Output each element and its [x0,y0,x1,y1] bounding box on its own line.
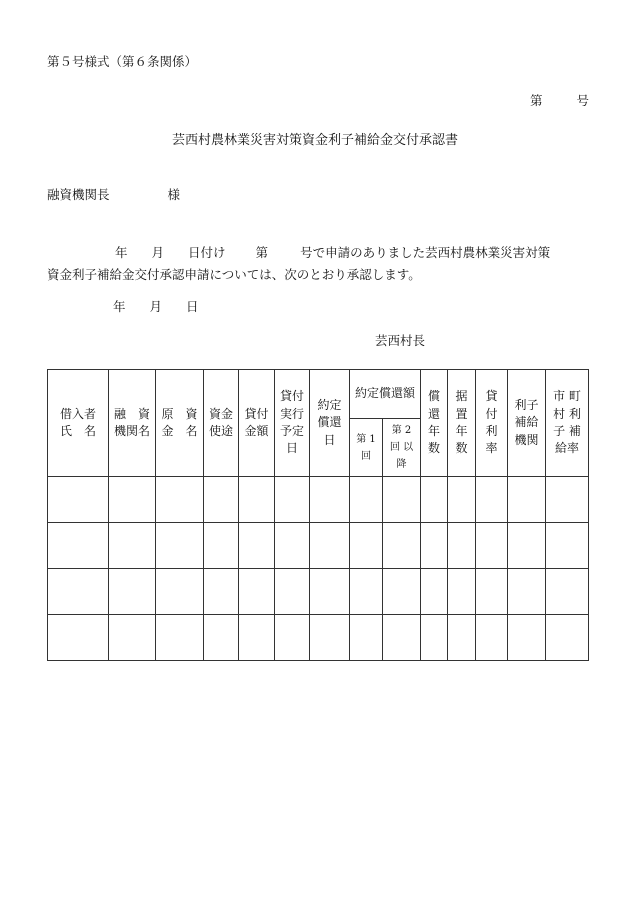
table-cell[interactable] [48,615,109,661]
table-cell[interactable] [508,523,546,569]
table-cell[interactable] [421,615,448,661]
table-cell[interactable] [204,569,239,615]
table-cell[interactable] [448,477,476,523]
table-cell[interactable] [156,615,204,661]
body-text [47,242,592,286]
header-loan-rate: 貸 付 利 率 [476,370,508,477]
form-number: 第５号様式（第６条関係） [47,54,198,69]
table-cell[interactable] [383,569,421,615]
table-cell[interactable] [421,569,448,615]
table-cell[interactable] [476,477,508,523]
table-cell[interactable] [239,615,275,661]
table-cell[interactable] [239,569,275,615]
table-cell[interactable] [383,523,421,569]
table-cell[interactable] [508,477,546,523]
header-second-installment: 第 2 回 以 降 [383,419,421,477]
table-cell[interactable] [204,477,239,523]
table-cell[interactable] [350,477,383,523]
table-row [48,569,589,615]
document-title: 芸西村農林業災害対策資金利子補給金交付承認書 [171,133,458,148]
table-cell[interactable] [476,523,508,569]
table-cell[interactable] [239,523,275,569]
header-fund-source: 原 資 金 名 [156,370,204,477]
table-cell[interactable] [546,477,589,523]
approval-year: 年 [113,299,126,314]
table-cell[interactable] [448,523,476,569]
table-cell[interactable] [275,615,310,661]
table-cell[interactable] [310,615,350,661]
table-cell[interactable] [310,569,350,615]
header-loan-amount: 貸付 金額 [239,370,275,477]
table-cell[interactable] [476,569,508,615]
table-cell[interactable] [350,569,383,615]
table-row [48,615,589,661]
body-no-prefix: 第 [255,245,269,260]
table-cell[interactable] [109,477,156,523]
approval-date [113,301,199,314]
table-cell[interactable] [275,523,310,569]
table-cell[interactable] [350,615,383,661]
header-lender: 融 資 機関名 [109,370,156,477]
table-cell[interactable] [239,477,275,523]
body-month: 月 [151,245,165,260]
table-cell[interactable] [275,569,310,615]
body-line-2: 資金利子補給金交付承認申請については、次のとおり承認します。 [47,267,421,282]
header-grace-years: 据 置 年 数 [448,370,476,477]
table-cell[interactable] [448,569,476,615]
table-cell[interactable] [383,615,421,661]
header-repay-date: 約定 償還 日 [310,370,350,477]
table-cell[interactable] [350,523,383,569]
table-cell[interactable] [109,615,156,661]
table-cell[interactable] [156,523,204,569]
signer: 芸西村長 [375,333,426,348]
table-cell[interactable] [109,569,156,615]
table-cell[interactable] [421,477,448,523]
table-row [48,477,589,523]
table-cell[interactable] [204,523,239,569]
approval-month: 月 [149,299,163,314]
addressee-honorific: 様 [167,187,181,202]
table-cell[interactable] [421,523,448,569]
header-repay-years: 償 還 年 数 [421,370,448,477]
table-cell[interactable] [48,523,109,569]
body-line-1-rest: 号で申請のありました芸西村農林業災害対策 [300,245,551,260]
table-cell[interactable] [275,477,310,523]
table-cell[interactable] [48,569,109,615]
table-cell[interactable] [48,477,109,523]
table-cell[interactable] [204,615,239,661]
header-subsidizer: 利子 補給 機関 [508,370,546,477]
header-loan-date: 貸付 実行 予定 日 [275,370,310,477]
header-municipal-rate: 市 町 村 利 子 補 給率 [546,370,589,477]
table-cell[interactable] [508,569,546,615]
doc-number-prefix: 第 [530,93,543,108]
subsidy-table [47,369,589,661]
table-cell[interactable] [546,569,589,615]
table-cell[interactable] [109,523,156,569]
table-cell[interactable] [383,477,421,523]
body-day: 日付け [188,245,226,260]
table-cell[interactable] [476,615,508,661]
body-line-1 [47,242,592,264]
body-year: 年 [115,245,128,260]
header-fund-use: 資金 使途 [204,370,239,477]
table-cell[interactable] [546,523,589,569]
table-row [48,523,589,569]
table-cell[interactable] [310,477,350,523]
table-cell[interactable] [546,615,589,661]
header-borrower: 借入者 氏 名 [48,370,109,477]
header-repay-amount: 約定償還額 [350,370,421,419]
approval-day: 日 [186,299,199,314]
table-cell[interactable] [156,569,204,615]
addressee [47,189,180,202]
table-cell[interactable] [448,615,476,661]
table-cell[interactable] [156,477,204,523]
doc-number-suffix: 号 [576,93,590,108]
table-cell[interactable] [508,615,546,661]
addressee-name: 融資機関長 [47,187,110,202]
document-number [530,95,589,108]
header-first-installment: 第 1 回 [350,419,383,477]
table-cell[interactable] [310,523,350,569]
